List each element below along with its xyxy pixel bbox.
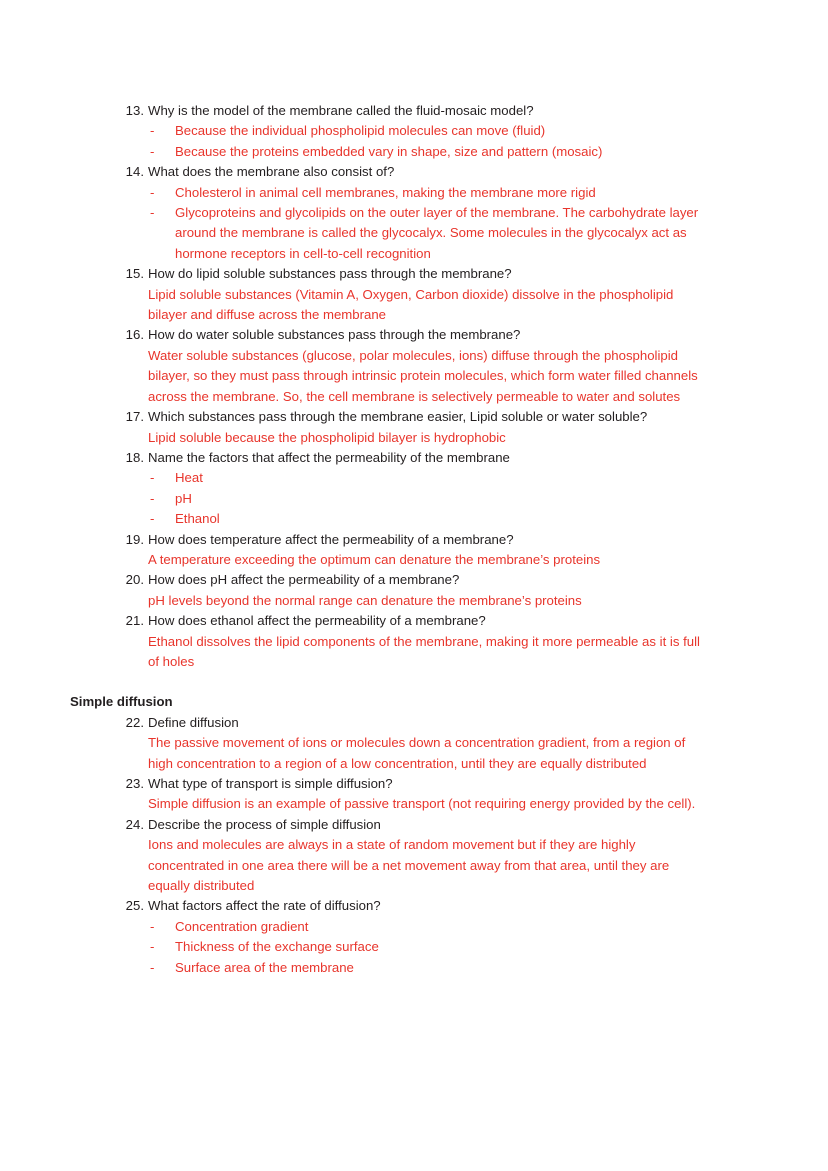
answer-bullet-list: [148, 121, 712, 162]
answer-text: Ions and molecules are always in a state of random movement but if they are highly concentrated in one area there will be a net movement away from that area, until they are equally distributed: [148, 837, 670, 894]
question-text: Which substances pass through the membrane easier, Lipid soluble or water soluble?: [148, 409, 648, 425]
question-number: 22.: [125, 714, 144, 730]
question-number: 21.: [125, 613, 144, 629]
question-number: 25.: [125, 898, 144, 914]
question-text: What type of transport is simple diffusion?: [148, 776, 393, 791]
question-number: 14.: [125, 164, 144, 180]
question-item: [70, 101, 712, 162]
question-number: 13.: [125, 103, 144, 118]
question-text: What factors affect the rate of diffusion?: [148, 898, 381, 914]
question-item: [70, 325, 712, 407]
answer-bullet-item: [148, 917, 712, 937]
question-item: [70, 611, 712, 672]
answer-bullet-text: Concentration gradient: [175, 918, 309, 934]
question-number: 18.: [125, 449, 144, 465]
answer-bullet-text: Thickness of the exchange surface: [175, 939, 379, 955]
answer-text: Lipid soluble because the phospholipid bilayer is hydrophobic: [148, 429, 506, 445]
answer-bullet-text: Because the proteins embedded vary in shape, size and pattern (mosaic): [175, 143, 603, 159]
dash-bullet-icon: -: [150, 470, 155, 486]
answer-bullet-item: [148, 183, 712, 203]
section-heading: Simple diffusion: [70, 694, 173, 710]
dash-bullet-icon: -: [150, 939, 155, 955]
dash-bullet-icon: -: [150, 184, 155, 200]
answer-text: Lipid soluble substances (Vitamin A, Oxygen, Carbon dioxide) dissolve in the phospholipid bilayer and diffuse across the membrane: [148, 286, 674, 323]
dash-bullet-icon: -: [150, 959, 155, 975]
answer-bullet-list: [148, 183, 712, 265]
answer-text: A temperature exceeding the optimum can denature the membrane’s proteins: [148, 551, 601, 567]
question-item: [70, 162, 712, 264]
answer-bullet-text: Because the individual phospholipid molecules can move (fluid): [175, 123, 546, 139]
dash-bullet-icon: -: [150, 123, 155, 139]
question-number: 20.: [125, 572, 144, 588]
question-text: How do lipid soluble substances pass through the membrane?: [148, 266, 512, 282]
question-number: 19.: [125, 531, 144, 547]
answer-text: The passive movement of ions or molecules down a concentration gradient, from a region of high concentration to a region of a low concentration, until they are equally distributed: [148, 735, 686, 771]
question-number: 17.: [125, 409, 144, 425]
dash-bullet-icon: -: [150, 205, 155, 221]
question-item: [70, 264, 712, 325]
dash-bullet-icon: -: [150, 511, 155, 527]
answer-bullet-list: [148, 917, 712, 978]
question-item: [70, 815, 712, 897]
answer-bullet-text: Heat: [175, 470, 203, 486]
question-text: How does pH affect the permeability of a membrane?: [148, 572, 460, 588]
question-number: 15.: [125, 266, 144, 282]
answer-bullet-text: Glycoproteins and glycolipids on the outer layer of the membrane. The carbohydrate layer around the membrane is called the glycocalyx. Some molecules in the glycocalyx act as hormone receptors in cell-to-cell recognition: [175, 205, 699, 261]
question-item: [70, 570, 712, 611]
dash-bullet-icon: -: [150, 490, 155, 506]
answer-bullet-item: [148, 468, 712, 488]
dash-bullet-icon: -: [150, 918, 155, 934]
question-text: How does ethanol affect the permeability of a membrane?: [148, 613, 486, 629]
answer-text: Simple diffusion is an example of passive transport (not requiring energy provided by the cell).: [148, 796, 696, 812]
document-body: [70, 101, 712, 978]
answer-bullet-text: Surface area of the membrane: [175, 959, 354, 975]
answer-bullet-item: [148, 121, 712, 141]
question-text: How do water soluble substances pass through the membrane?: [148, 327, 521, 343]
answer-bullet-text: Ethanol: [175, 511, 220, 527]
answer-bullet-item: [148, 203, 712, 264]
question-text: Why is the model of the membrane called the fluid-mosaic model?: [148, 103, 534, 118]
answer-text: Ethanol dissolves the lipid components of the membrane, making it more permeable as it is full of holes: [148, 633, 700, 669]
question-item: [70, 713, 712, 774]
answer-text: Water soluble substances (glucose, polar molecules, ions) diffuse through the phospholipid bilayer, so they must pass through intrinsic protein molecules, which form water filled channels across the membrane. So, the cell membrane is selectively permeable to water and solutes: [148, 347, 698, 404]
answer-bullet-item: [148, 937, 712, 957]
question-text: Define diffusion: [148, 714, 239, 730]
question-number: 16.: [125, 327, 144, 343]
answer-bullet-item: [148, 489, 712, 509]
answer-bullet-text: Cholesterol in animal cell membranes, making the membrane more rigid: [175, 184, 596, 200]
question-item: [70, 896, 712, 978]
question-text: What does the membrane also consist of?: [148, 164, 395, 180]
answer-bullet-item: [148, 142, 712, 162]
answer-bullet-item: [148, 509, 712, 529]
section-spacer: [70, 672, 712, 692]
question-item: [70, 448, 712, 530]
question-number: 23.: [125, 776, 144, 791]
answer-bullet-list: [148, 468, 712, 529]
dash-bullet-icon: -: [150, 143, 155, 159]
question-item: [70, 407, 712, 448]
question-text: Name the factors that affect the permeability of the membrane: [148, 449, 510, 465]
question-item: [70, 774, 712, 815]
question-number: 24.: [125, 816, 144, 832]
answer-text: pH levels beyond the normal range can denature the membrane’s proteins: [148, 592, 582, 608]
question-text: Describe the process of simple diffusion: [148, 816, 381, 832]
answer-bullet-item: [148, 958, 712, 978]
question-item: [70, 530, 712, 571]
answer-bullet-text: pH: [175, 490, 192, 506]
question-text: How does temperature affect the permeability of a membrane?: [148, 531, 514, 547]
